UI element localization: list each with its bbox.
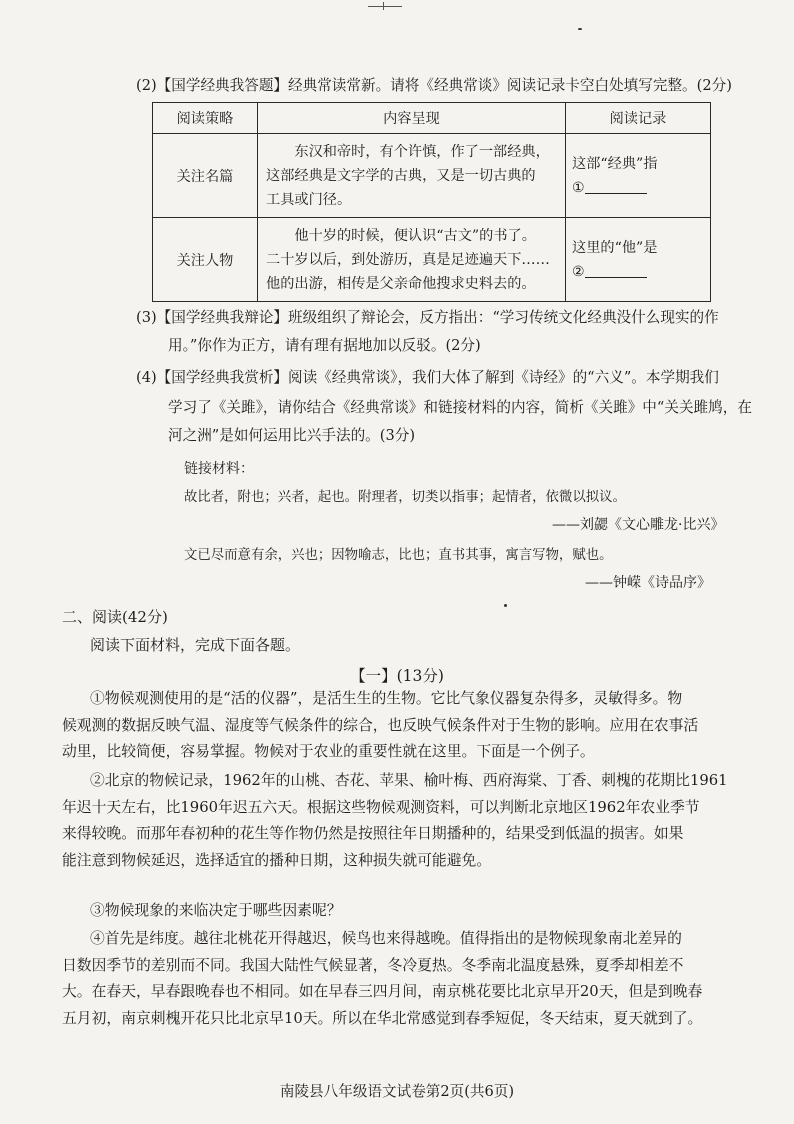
row1-content-line: 这部经典是文字学的古典，又是一切古典的 xyxy=(266,167,536,184)
row1-record-number: ① xyxy=(572,179,585,196)
paragraph-line: ②北京的物候记录，1962年的山桃、杏花、苹果、榆叶梅、西府海棠、丁香、刺槐的花期比1961 xyxy=(90,772,728,789)
header-content: 内容呈现 xyxy=(258,103,566,134)
paragraph-line: 动里，比较简便，容易掌握。物候对于农业的重要性就在这里。下面是一个例子。 xyxy=(62,743,595,761)
question-4-line2: 学习了《关雎》，请你结合《经典常谈》和链接材料的内容，简析《关雎》中“关关雎鸠，在 xyxy=(168,399,752,416)
top-crop-mark xyxy=(368,6,402,7)
link-source-1: ——刘勰《文心雕龙·比兴》 xyxy=(552,517,725,533)
paragraph-line: ①物候观测使用的是“活的仪器”，是活生生的生物。它比气象仪器复杂得多，灵敏得多。物 xyxy=(90,690,683,707)
paragraph-line: 日数因季节的差别而不同。我国大陆性气候显著，冬冷夏热。冬季南北温度悬殊，夏季却相差不 xyxy=(62,956,684,974)
link-material-label: 链接材料： xyxy=(184,461,254,477)
paragraph-4 xyxy=(62,926,752,1032)
row1-content-line: 工具或门径。 xyxy=(266,191,352,208)
answer-blank-2[interactable] xyxy=(585,263,647,278)
table-row xyxy=(153,134,711,218)
section-title: 二、阅读(42分) xyxy=(62,608,168,626)
question-4-line3: 河之洲”是如何运用比兴手法的。(3分) xyxy=(168,427,416,444)
table-row xyxy=(153,218,711,302)
paragraph-3 xyxy=(90,898,752,925)
row2-content xyxy=(258,218,566,302)
paragraph-line: 来得较晚。而那年春初种的花生等作物仍然是按照往年日期播种的，结果受到低温的损害。如果 xyxy=(62,825,684,843)
paragraph-line: 候观测的数据反映气温、湿度等气候条件的综合，也反映气候条件对于生物的影响。应用在农事活 xyxy=(62,716,699,734)
link-quote-2: 文已尽而意有余，兴也；因物喻志，比也；直书其事，寓言写物，赋也。 xyxy=(184,548,613,563)
table-header-row xyxy=(153,103,711,134)
row2-content-line: 他的出游，相传是父亲命他搜求史料去的。 xyxy=(266,275,536,292)
paragraph-line: ③物候现象的来临决定于哪些因素呢？ xyxy=(90,902,342,919)
section-intro: 阅读下面材料，完成下面各题。 xyxy=(90,636,301,654)
question-3-line1: (3)【国学经典我辩论】班级组织了辩论会，反方指出：“学习传统文化经典没什么现实的作 xyxy=(136,309,719,326)
paragraph-line: 五月初，南京刺槐开花只比北京早10天。所以在华北常感觉到春季短促，冬天结束，夏天就到了。 xyxy=(62,1009,703,1027)
row2-record xyxy=(566,218,711,302)
paragraph-line: 大。在春天，早春跟晚春也不相同。如在早春三四月间，南京桃花要比北京早开20天，但是到晚春 xyxy=(62,983,703,1001)
row2-content-line: 他十岁的时候，便认识“古文”的书了。 xyxy=(294,227,536,244)
header-strategy: 阅读策略 xyxy=(153,103,258,134)
question-4-line1: (4)【国学经典我赏析】阅读《经典常谈》，我们大体了解到《诗经》的“六义”。本学期我们 xyxy=(136,369,719,386)
paragraph-line: 年迟十天左右，比1960年迟五六天。根据这些物候观测资料，可以判断北京地区1962年农业季节 xyxy=(62,798,700,816)
row1-content xyxy=(258,134,566,218)
question-3-line2: 用。”你作为正方，请有理有据地加以反驳。(2分) xyxy=(168,337,481,354)
top-crop-mark-vertical xyxy=(383,2,384,10)
row2-content-line: 二十岁以后，到处游历，真是足迹遍天下…… xyxy=(266,251,550,268)
row2-record-number: ② xyxy=(572,263,585,280)
row1-content-line: 东汉和帝时，有个许慎，作了一部经典， xyxy=(294,143,550,160)
row2-record-prompt: 这里的“他”是 xyxy=(572,239,658,256)
answer-blank-1[interactable] xyxy=(585,179,647,194)
paragraph-1 xyxy=(62,686,752,766)
part-heading: 【一】(13分) xyxy=(350,667,444,685)
scan-speck xyxy=(504,604,507,607)
row1-record xyxy=(566,134,711,218)
reading-record-table xyxy=(152,102,711,302)
question-2: (2)【国学经典我答题】经典常读常新。请将《经典常谈》阅读记录卡空白处填写完整。(2分) xyxy=(136,77,732,94)
header-record: 阅读记录 xyxy=(566,103,711,134)
row1-strategy: 关注名篇 xyxy=(153,134,258,218)
link-source-2: ——钟嵘《诗品序》 xyxy=(585,575,711,591)
paragraph-line: 能注意到物候延迟，选择适宜的播种日期，这种损失就可能避免。 xyxy=(62,851,492,869)
link-quote-1: 故比者，附也；兴者，起也。附理者，切类以指事；起情者，依微以拟议。 xyxy=(184,490,626,505)
scan-speck xyxy=(578,28,582,30)
paragraph-2 xyxy=(62,768,752,874)
row2-strategy: 关注人物 xyxy=(153,218,258,302)
row1-record-prompt: 这部“经典”指 xyxy=(572,155,658,172)
paragraph-line: ④首先是纬度。越往北桃花开得越迟，候鸟也来得越晚。值得指出的是物候现象南北差异的 xyxy=(90,930,682,947)
page-footer: 南陵县八年级语文试卷第2页(共6页) xyxy=(279,1083,515,1100)
